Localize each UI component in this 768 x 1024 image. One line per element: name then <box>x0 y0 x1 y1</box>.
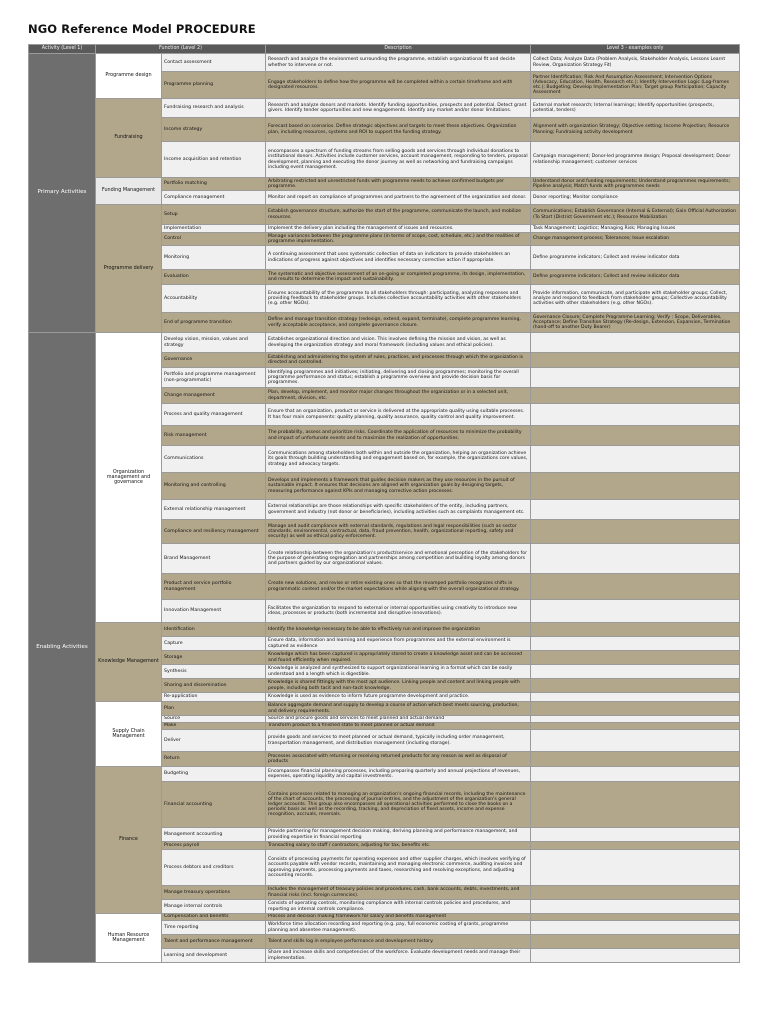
example-cell <box>531 623 740 637</box>
description-cell: Communications among stakeholders both within and outside the organization, helping an organization achieve its goals through building understanding and engagement based on, for example, the organizations core values, strategy and advocacy targets. <box>266 446 531 473</box>
example-cell: External market research; Internal learnings; Identify opportunities (prospects, potential, tenders) <box>531 99 740 118</box>
description-cell: Engage stakeholders to define how the programme will be completed within a certain timeframe and with designated resources. <box>266 72 531 99</box>
function-cell: Governance <box>162 353 266 368</box>
description-cell: Define and manage transition strategy (redesign, extend, expand, terminate), complete programme learning, verify acceptable acceptance, and complete governance closure. <box>266 313 531 333</box>
description-cell: Knowledge is shared fittingly with the most apt audience. Linking people and content and linking people with people, including both tacit and non-tacit knowledge. <box>266 679 531 693</box>
description-cell: Transacting salary to staff / contractors, adjusting for tax, benefits etc. <box>266 842 531 850</box>
description-cell: Establishing and administering the system of rules, practices, and processes through which the organization is directed and controlled. <box>266 353 531 368</box>
table-row <box>29 205 740 225</box>
description-cell: Plan, develop, implement, and monitor major changes throughout the organization or in a selected unit, department, division, etc. <box>266 388 531 404</box>
description-cell: Knowledge which has been captured is appropriately stored to create a knowledge asset and can be accessed and found efficiently when required. <box>266 651 531 665</box>
description-cell: Talent and skills log in employee performance and development history. <box>266 935 531 949</box>
example-cell: Provide information, communicate, and participate with stakeholder groups; Collect, analyze and respond to feedback from stakeholder groups; Collective accountability activities with other stakeholders (e.g. other NGOs). <box>531 285 740 313</box>
function-group-cell: Organization management and governance <box>96 333 162 623</box>
table-row <box>29 333 740 353</box>
function-cell: Source <box>162 716 266 723</box>
example-cell <box>531 914 740 921</box>
function-group-cell: Programme delivery <box>96 205 162 333</box>
description-cell: Manage and audit compliance with external standards, regulations and legal responsibilities (such as sector standards, environmental, contractual, data, fraud prevention, health, organizational reporting, safety and security) as well as ethical policy enforcement. <box>266 520 531 544</box>
function-cell: Evaluation <box>162 270 266 285</box>
example-cell <box>531 752 740 767</box>
example-cell <box>531 574 740 600</box>
example-cell: Communications; Establish Governance (Internal & External); Gain Official Authorization (To Start (District Government etc.); Resource Mobilization <box>531 205 740 225</box>
description-cell: Consists of processing payments for operating expenses and other supplier charges, which involves verifying of accounts payable with vendor records, maintaining and managing electronic commerce, auditing invoices and approving payments, processing payments and taxes, researching and resolving exceptions, and adjusting accounting records. <box>266 850 531 886</box>
description-cell: Forecast based on scenarios. Define strategic objectives and targets to meet these objectives. Organization plan, including resources, systems and ROI to support the funding strategy. <box>266 118 531 142</box>
example-cell <box>531 353 740 368</box>
description-cell: Contains processes related to managing an organization's ongoing financial records, including the maintenance of the chart of accounts, the processing of journal entries, and the adjustment of the organization's general ledger accounts. This group also encompasses all operational activities performed to close the books on a periodic basis as well as the recording, tracking, and depreciation of fixed assets, income and expense recognition, accruals, reversals. <box>266 782 531 828</box>
function-cell: Return <box>162 752 266 767</box>
function-cell: Budgeting <box>162 767 266 782</box>
example-cell: Change management process; Tolerances; Issue escalation <box>531 233 740 246</box>
example-cell: Task Management; Logistics; Managing Risk; Managing Issues <box>531 225 740 233</box>
example-cell: Alignment with organization Strategy; Objective setting; Income Projection; Resource Planning; Fundraising activity development <box>531 118 740 142</box>
table-row <box>29 178 740 191</box>
function-cell: Develop vision, mission, values and strategy <box>162 333 266 353</box>
function-cell: Control <box>162 233 266 246</box>
description-cell: Provide partnering for management decision making, deriving planning and performance management, and providing expertise in financial reporting <box>266 828 531 842</box>
activity-level1-cell: Primary Activities <box>29 54 96 333</box>
example-cell: Define programme indicators; Collect and review indicator data <box>531 246 740 270</box>
function-cell: Financial accounting <box>162 782 266 828</box>
example-cell: Collect Data; Analyze Data (Problem Analysis, Stakeholder Analysis, Lessons Learnt Review, Organization Strategy Fit) <box>531 54 740 72</box>
function-cell: Synthesis <box>162 665 266 679</box>
example-cell <box>531 782 740 828</box>
function-cell: Compliance management <box>162 191 266 205</box>
function-group-cell: Fundraising <box>96 99 162 178</box>
function-cell: Change management <box>162 388 266 404</box>
example-cell <box>531 850 740 886</box>
header-activity: Activity (Level 1) <box>29 45 96 54</box>
function-cell: Brand Management <box>162 544 266 574</box>
example-cell <box>531 600 740 623</box>
function-cell: Make <box>162 723 266 730</box>
example-cell <box>531 388 740 404</box>
function-cell: Process payroll <box>162 842 266 850</box>
description-cell: Transform product to a finished state to meet planned or actual demand <box>266 723 531 730</box>
example-cell <box>531 702 740 716</box>
example-cell: Understand donor and funding requirements; Understand programmes requirements; Pipeline analysis; Match funds with programmes needs <box>531 178 740 191</box>
description-cell: Processes associated with returning or receiving returned products for any reason as well as disposal of products <box>266 752 531 767</box>
function-cell: Deliver <box>162 730 266 752</box>
function-cell: Re-application <box>162 693 266 702</box>
description-cell: Ensure data, information and learning and experience from programmes and the external environment is captured as evidence <box>266 637 531 651</box>
description-cell: Ensures accountability of the programme to all stakeholders through: participating, analyzing responses and providing feedback to stakeholder groups. Includes collective accountability activities with other stakeholders (e.g. other NGOs). <box>266 285 531 313</box>
description-cell: Research and analyze donors and markets. Identify funding opportunities, prospects and potential. Detect grant givers. Identify tender opportunities and new engagements. Identify any market and/or donor limitations. <box>266 99 531 118</box>
function-cell: Management accounting <box>162 828 266 842</box>
example-cell <box>531 900 740 914</box>
table-body <box>29 54 740 963</box>
description-cell: Ensure that an organization, product or service is delivered at the appropriate quality using suitable processes. It has four main components: quality planning, quality assurance, quality control and quality improvement. <box>266 404 531 426</box>
description-cell: The probability, assess and prioritize risks. Coordinate the application of resources to minimize the probability and impact of unfortunate events and to maximize the realization of opportunities. <box>266 426 531 446</box>
description-cell: A continuing assessment that uses systematic collection of data on indicators to provide stakeholders an indications of progress against objectives and identifies necessary corrective action if appropriate. <box>266 246 531 270</box>
example-cell <box>531 500 740 520</box>
activity-level1-cell: Enabling Activities <box>29 333 96 963</box>
description-cell: Process and decision making framework for salary and benefits management <box>266 914 531 921</box>
table-row <box>29 54 740 72</box>
description-cell: Create new solutions, and revise or retire existing ones so that the revamped portfolio recognizes shifts in programmatic context and/or the market expectations while aligning with the overall organizational strategy. <box>266 574 531 600</box>
example-cell <box>531 426 740 446</box>
description-cell: Encompasses financial planning processes, including preparing quarterly and annual projections of revenues, expenses, operating liquidity and capital investments. <box>266 767 531 782</box>
example-cell: Partner Identification; Risk And Assumption Assessment; Intervention Options (Advocacy, Education, Health, Research etc.); Identify Intervention Logic (Log-frames etc.); Budgeting; Develop Implementation Plan; Target group Participation; Capacity Assessment <box>531 72 740 99</box>
function-cell: Identification <box>162 623 266 637</box>
example-cell <box>531 446 740 473</box>
description-cell: Develops and implements a framework that guides decision makers as they use resources in the pursuit of sustainable impact. It ensures that decisions are aligned with organization goals by designing targets, measuring performance against KPIs and managing corrective action processes. <box>266 473 531 500</box>
example-cell <box>531 473 740 500</box>
document-title: NGO Reference Model PROCEDURE <box>28 22 256 36</box>
description-cell: Consists of operating controls, monitoring compliance with internal controls policies and procedures, and reporting on internal controls compliance. <box>266 900 531 914</box>
function-cell: Implementation <box>162 225 266 233</box>
description-cell: External relationships are those relationships with specific stakeholders of the entity, including partners, government and industry (not donor or beneficiaries), including activities such as complaints management etc. <box>266 500 531 520</box>
example-cell <box>531 520 740 544</box>
example-cell <box>531 767 740 782</box>
example-cell <box>531 886 740 900</box>
example-cell: Campaign management; Donor-led programme design; Proposal development; Donor relationship management; customer services <box>531 142 740 178</box>
function-cell: Risk management <box>162 426 266 446</box>
example-cell: Governance Closure; Complete Programme Learning; Verify : Scope, Deliverables, Acceptance; Define Transition Strategy (Re-design, Extension, Expansion, Termination (hand-off to another Duty Bearer) <box>531 313 740 333</box>
header-description: Description <box>266 45 531 54</box>
table-row <box>29 702 740 716</box>
function-cell: Income strategy <box>162 118 266 142</box>
description-cell: The systematic and objective assessment of an on-going or completed programme, its design, implementation, and results to determine the impact and sustainability. <box>266 270 531 285</box>
description-cell: Implement the delivery plan including the management of issues and resources. <box>266 225 531 233</box>
example-cell: Define programme indicators; Collect and review indicator data <box>531 270 740 285</box>
description-cell: Identifying programmes and initiatives; initiating, delivering and closing programmes; monitoring the overall programme performance and status; establish a programme overview and provide decision basis for programmes. <box>266 368 531 388</box>
description-cell: Monitor and report on compliance of programmes and partners to the agreement of the organization and donor. <box>266 191 531 205</box>
example-cell <box>531 637 740 651</box>
function-cell: Programme planning <box>162 72 266 99</box>
function-cell: Monitoring <box>162 246 266 270</box>
function-cell: Time reporting <box>162 921 266 935</box>
function-group-cell: Human Resource Management <box>96 914 162 963</box>
example-cell <box>531 368 740 388</box>
function-cell: External relationship management <box>162 500 266 520</box>
example-cell <box>531 921 740 935</box>
function-cell: Sharing and dissemination <box>162 679 266 693</box>
example-cell <box>531 665 740 679</box>
function-cell: Fundraising research and analysis <box>162 99 266 118</box>
header-function: Function (Level 2) <box>96 45 266 54</box>
function-cell: Contact assessment <box>162 54 266 72</box>
table-row <box>29 914 740 921</box>
function-cell: Storage <box>162 651 266 665</box>
example-cell <box>531 333 740 353</box>
description-cell: Facilitates the organization to respond to external or internal opportunities using creativity to introduce new ideas, processes or products (both incremental and disruptive innovations). <box>266 600 531 623</box>
function-cell: Learning and development <box>162 949 266 963</box>
description-cell: Knowledge is used as evidence to inform future programme development and practice. <box>266 693 531 702</box>
description-cell: Create relationship between the organization's product/service and emotional perception of the stakeholders for the purpose of generating segregation and partnerships among competition and building loyalty among donors and partners guided by our organizational values. <box>266 544 531 574</box>
function-cell: Product and service portfolio management <box>162 574 266 600</box>
example-cell <box>531 730 740 752</box>
function-cell: Portfolio matching <box>162 178 266 191</box>
function-cell: Setup <box>162 205 266 225</box>
example-cell <box>531 404 740 426</box>
function-group-cell: Knowledge Management <box>96 623 162 702</box>
function-cell: Process and quality management <box>162 404 266 426</box>
table-row <box>29 99 740 118</box>
description-cell: Establish governance structure, authorize the start of the programme, communicate the launch, and mobilize resources. <box>266 205 531 225</box>
function-cell: Compensation and benefits <box>162 914 266 921</box>
function-group-cell: Finance <box>96 767 162 914</box>
description-cell: Manage variances between the programme plans (in terms of scope, cost, schedule, etc.) and the realities of programme implementation. <box>266 233 531 246</box>
description-cell: Arbitrating restricted and unrestricted funds with programme needs to achieve confirmed budgets per programme. <box>266 178 531 191</box>
function-cell: Communications <box>162 446 266 473</box>
function-cell: Accountability <box>162 285 266 313</box>
description-cell: Establishes organizational direction and vision. This involves defining the mission and vision, as well as developing the organization strategy and moral framework (including values and ethical policies). <box>266 333 531 353</box>
example-cell <box>531 723 740 730</box>
function-cell: Portfolio and programme management (non-programmatic) <box>162 368 266 388</box>
example-cell <box>531 949 740 963</box>
function-group-cell: Supply Chain Management <box>96 702 162 767</box>
reference-model-table <box>28 44 740 963</box>
function-group-cell: Programme design <box>96 54 162 99</box>
example-cell <box>531 651 740 665</box>
example-cell <box>531 693 740 702</box>
description-cell: encompasses a spectrum of funding streams from selling goods and services through individual donations to institutional donors. Activities include customer services, account management, responding to tenders, proposal development, planning and executing the donor journey as well as networking and fundraising campaigns including event management. <box>266 142 531 178</box>
example-cell <box>531 716 740 723</box>
table-header-row <box>29 45 740 54</box>
description-cell: Workforce time allocation recording and reporting (e.g. pay, full economic costing of grants, programme planning and absentee management). <box>266 921 531 935</box>
example-cell <box>531 842 740 850</box>
example-cell <box>531 544 740 574</box>
header-examples: Level 3 - examples only <box>531 45 740 54</box>
function-group-cell: Funding Management <box>96 178 162 205</box>
example-cell <box>531 828 740 842</box>
description-cell: Includes the management of treasury policies and procedures, cash, bank accounts, debts, investments, and financial risks (incl. foreign currencies). <box>266 886 531 900</box>
description-cell: Balance aggregate demand and supply to develop a course of action which best meets sourcing, production, and delivery requirements. <box>266 702 531 716</box>
function-cell: Process debtors and creditors <box>162 850 266 886</box>
function-cell: Talent and performance management <box>162 935 266 949</box>
function-cell: Manage internal controls <box>162 900 266 914</box>
example-cell: Donor reporting; Monitor compliance <box>531 191 740 205</box>
description-cell: Research and analyze the environment surrounding the programme, establish organizational fit and decide whether to intervene or not. <box>266 54 531 72</box>
description-cell: Source and procure goods and services to meet planned and actual demand <box>266 716 531 723</box>
function-cell: Plan <box>162 702 266 716</box>
description-cell: Identify the knowledge necessary to be able to effectively run and improve the organization <box>266 623 531 637</box>
function-cell: Compliance and resiliency management <box>162 520 266 544</box>
function-cell: Capture <box>162 637 266 651</box>
example-cell <box>531 935 740 949</box>
description-cell: Knowledge is analyzed and synthesized to support organizational learning in a format which can be easily understood and a length which is digestible. <box>266 665 531 679</box>
table-row <box>29 623 740 637</box>
function-cell: Innovation Management <box>162 600 266 623</box>
function-cell: End of programme transition <box>162 313 266 333</box>
function-cell: Manage treasury operations <box>162 886 266 900</box>
function-cell: Monitoring and controlling <box>162 473 266 500</box>
example-cell <box>531 679 740 693</box>
description-cell: Share and increase skills and competencies of the workforce. Evaluate development needs and manage their implementation. <box>266 949 531 963</box>
table-row <box>29 767 740 782</box>
description-cell: provide goods and services to meet planned or actual demand, typically including order management, transportation management, and distribution management (including storage). <box>266 730 531 752</box>
function-cell: Income acquisition and retention <box>162 142 266 178</box>
